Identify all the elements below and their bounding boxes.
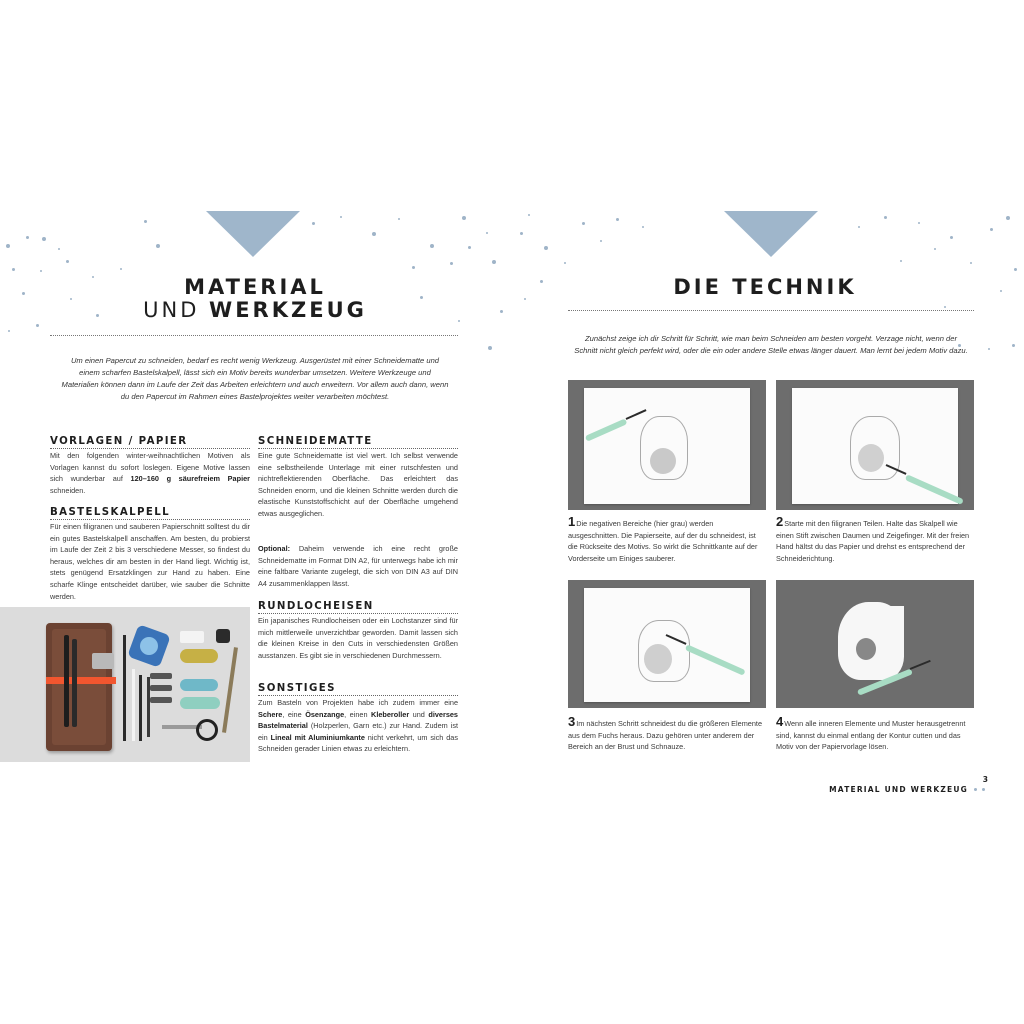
yarn-spool (180, 649, 218, 663)
running-footer: MATERIAL UND WERKZEUG (829, 785, 968, 794)
heading-bastelskalpell: BASTELSKALPELL (50, 507, 171, 518)
scalpel (123, 635, 126, 741)
heading-divider (258, 613, 458, 614)
scalpel-blade (910, 660, 931, 670)
step-1-caption: 1Die negativen Bereiche (hier grau) werden ausgeschnitten. Die Papierseite, auf der du schneidest, ist die Rückseite des Motivs. So wirkt die Schnittkante auf der Vorderseite um Einiges sauberer. (568, 514, 758, 563)
heading-divider (258, 448, 458, 449)
heading-divider (50, 448, 250, 449)
right-title: DIE TECHNIK (673, 275, 857, 299)
scalpel (139, 675, 142, 741)
step-4-caption: 4Wenn alle inneren Elemente und Muster herausgetrennt sind, kannst du einmal entlang der Kontur cutten und das Motiv von der Papiervorlage lösen. (776, 714, 966, 751)
step-2-caption: 2Starte mit den filigranen Teilen. Halte das Skalpell wie einen Stift zwischen Daumen und Zeigefinger. Mit der freien Hand hältst du das Papier und drehst es entsprechend der Schneiderichtung. (776, 514, 970, 563)
left-title-line1: MATERIAL (184, 275, 326, 299)
clip (92, 653, 114, 669)
right-triangle-ornament (724, 211, 818, 257)
heading-rundlocheisen: RUNDLOCHEISEN (258, 601, 374, 612)
twig (222, 647, 238, 733)
punch-tip (150, 673, 172, 679)
rundlocheisen-text: Ein japanisches Rundlocheisen oder ein Lochstanzer sind für mich mittlerweile unverzichtbar geworden. Damit lassen sich die kleinen Kreise in den Cuts in verschiedensten Größen ausstanzen. Es gibt sie in verschiedenen Durchmessern. (258, 616, 458, 660)
step-3-caption: 3Im nächsten Schritt schneidest du die größeren Elemente aus dem Fuchs heraus. Dazu gehören unter anderem der Bereich an der Brust und Schnauze. (568, 714, 762, 751)
scalpel (132, 669, 135, 741)
clamp (216, 629, 230, 643)
left-intro-text: Um einen Papercut zu schneiden, bedarf es recht wenig Werkzeug. Ausgerüstet mit einer Schneidematte und einem scharfen Bastelskalpell, lässt sich ein Motiv bereits wunderbar umsetzen. Weitere Werkzeuge und Materialien können dann im Laufe der Zeit das Arbeiten erleichtern und auch erweitern. Vor allem auch dann, wenn du den Papercut im Rahmen eines Bastelprojektes weiter verarbeiten möchtest. (61, 356, 449, 401)
tools-photo (0, 607, 250, 762)
vorlagen-text: Mit den folgenden winter-weihnachtlichen Motiven als Vorlagen kannst du sofort loslegen. Eigene Motive lassen sich wunderbar auf 120–160 g säurefreiem Papier schneiden. (50, 451, 250, 495)
heading-divider (50, 519, 250, 520)
step-4-photo (776, 580, 974, 708)
left-title-line2 (130, 298, 380, 322)
footer-dot (974, 788, 977, 791)
page-number: 3 (982, 775, 990, 784)
step-2-photo (776, 380, 974, 510)
heading-sonstiges: SONSTIGES (258, 683, 336, 694)
step-1-photo (568, 380, 766, 510)
punch-tip (150, 697, 172, 703)
pen (64, 635, 69, 727)
orange-band (46, 677, 116, 684)
pen (72, 639, 77, 727)
footer-dot (982, 788, 985, 791)
right-title-divider (568, 310, 974, 311)
bastelskalpell-text: Für einen filigranen und sauberen Papierschnitt solltest du dir ein gutes Bastelskalpell anschaffen. Am besten, du probierst im Laufe der Zeit 2 bis 3 verschiedene Messer, so findest du heraus, welches dir am besten in der Hand liegt. Wichtig ist, stets genügend Ersatzklingen zur Hand zu haben. Eine scharfe Klinge entscheidet darüber, wie sauber die Schnitte werden. (50, 522, 250, 601)
left-title-und: UND (143, 298, 200, 322)
left-title-werkzeug: WERKZEUG (209, 298, 367, 322)
punch-tip (150, 685, 172, 691)
left-triangle-ornament (206, 211, 300, 257)
schneidematte-text: Eine gute Schneidematte ist viel wert. Ich selbst verwende eine selbstheilende Unterlage mit einer rutschfesten und nichtreflektierenden Oberfläche. Das erleichtert das Schneiden enorm, und die kleinen Schnitte werden durch die elastische Kunststoffschicht auf der Oberfläche umgehend etwas ausgeglichen. (258, 451, 458, 518)
heading-vorlagen: VORLAGEN / PAPIER (50, 436, 188, 447)
heading-schneidematte: SCHNEIDEMATTE (258, 436, 373, 447)
yarn-spool (180, 679, 218, 691)
sonstiges-text: Zum Basteln von Projekten habe ich zudem immer eine Schere, eine Ösenzange, einen Kleberoller und diverses Bastelmaterial (Holzperlen, Garn etc.) zur Hand. Zudem ist ein Lineal mit Aluminiumkante nicht verkehrt, um sich das Schneiden gerader Linien etwas zu erleichtern. (258, 698, 459, 754)
right-intro-text: Zunächst zeige ich dir Schritt für Schritt, wie man beim Schneiden am besten vorgeht. Verzage nicht, wenn der Schnitt nicht gleich perfekt wird, oder die ein oder andere Stelle etwas länger dauert. Man lernt bei jedem Motiv dazu. (574, 334, 968, 355)
eraser (180, 631, 204, 643)
step-3-photo (568, 580, 766, 708)
heading-divider (258, 695, 458, 696)
left-title-divider (50, 335, 458, 336)
yarn-spool (180, 697, 220, 709)
schneidematte-optional: Optional: Daheim verwende ich eine recht große Schneidematte im Format DIN A2, für unterwegs habe ich mir eine faltbare Variante zugelegt, die sich von DIN A3 auf DIN A4 zusammenklappen lässt. (258, 544, 458, 588)
